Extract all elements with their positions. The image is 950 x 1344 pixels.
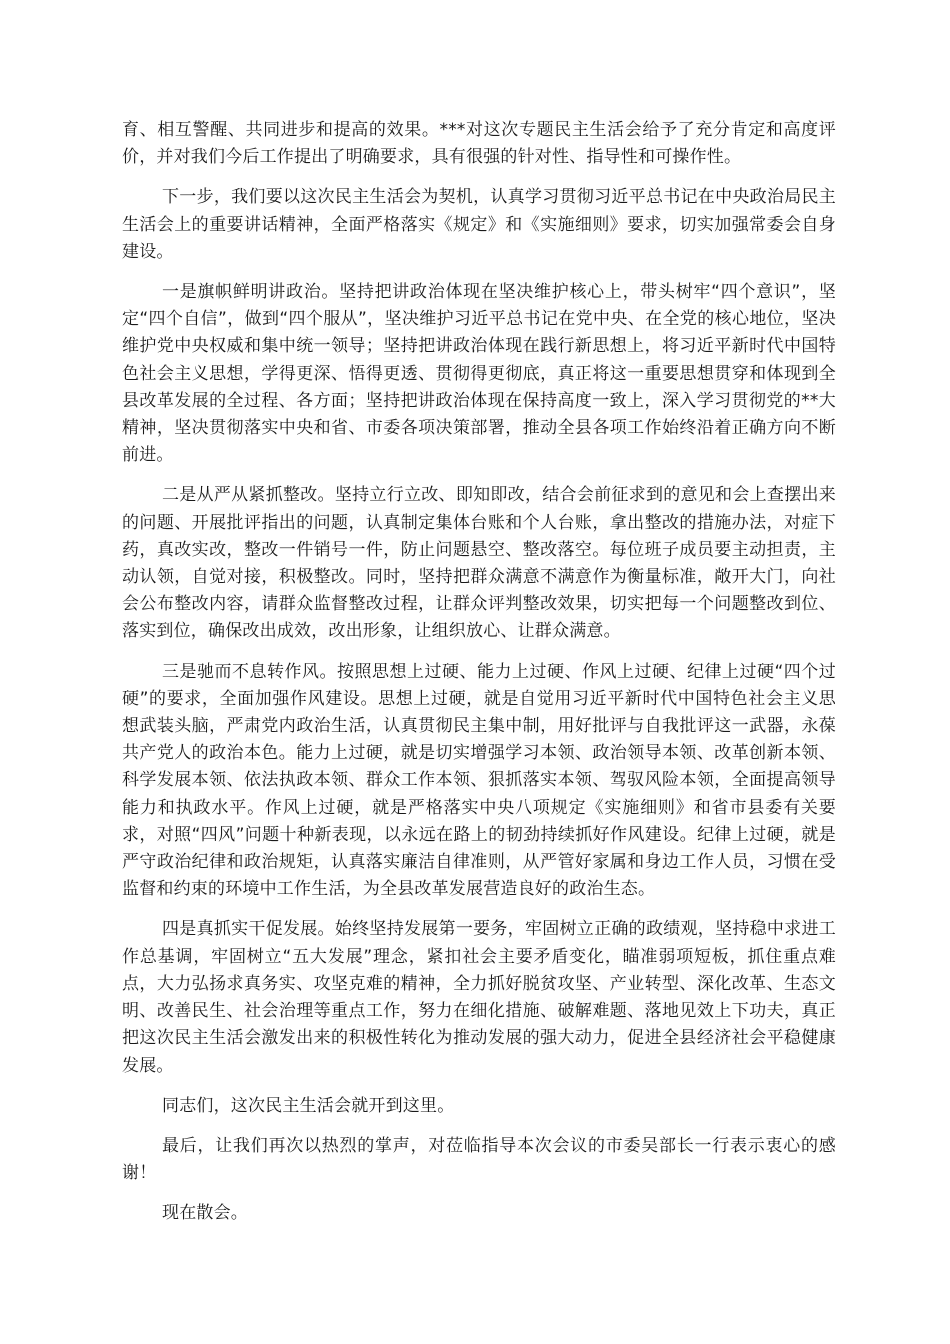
paragraph-closing-remark: 同志们，这次民主生活会就开到这里。 bbox=[162, 1095, 455, 1116]
paragraph-development: 四是真抓实干促发展。始终坚持发展第一要务，牢固树立正确的政绩观，坚持稳中求进工作总基调，牢固树立“五大发展”理念，紧扣社会主要矛盾变化，瞄准弱项短板，抓住重点难点，大力弘扬求真务实、攻坚克难的精神，全力抓好脱贫攻坚、产业转型、深化改革、生态文明、改善民生、社会治理等重点工作，努力在细化措施、破解难题、落地见效上下功夫，真正把这次民主生活会激发出来的积极性转化为推动发展的强大动力，促进全县经济社会平稳健康发展。 bbox=[122, 919, 836, 1076]
document-body bbox=[122, 117, 836, 1241]
paragraph-politics: 一是旗帜鲜明讲政治。坚持把讲政治体现在坚决维护核心上，带头树牢“四个意识”，坚定“四个自信”，做到“四个服从”，坚决维护习近平总书记在党中央、在全党的核心地位，坚决维护党中央权威和集中统一领导；坚持把讲政治体现在践行新思想上，将习近平新时代中国特色社会主义思想，学得更深、悟得更透、贯彻得更彻底，真正将这一重要思想贯穿和体现到全县改革发展的全过程、各方面；坚持把讲政治体现在保持高度一致上，深入学习贯彻党的**大精神，坚决贯彻落实中央和省、市委各项决策部署，推动全县各项工作始终沿着正确方向不断前进。 bbox=[122, 282, 836, 466]
paragraph-rectification: 二是从严从紧抓整改。坚持立行立改、即知即改，结合会前征求到的意见和会上查摆出来的问题、开展批评指出的问题，认真制定集体台账和个人台账，拿出整改的措施办法，对症下药，真改实改，整改一件销号一件，防止问题悬空、整改落空。每位班子成员要主动担责，主动认领，自觉对接，积极整改。同时，坚持把群众满意不满意作为衡量标准，敞开大门，向社会公布整改内容，请群众监督整改过程，让群众评判整改效果，切实把每一个问题整改到位、落实到位，确保改出成效，改出形象，让组织放心、让群众满意。 bbox=[122, 485, 836, 642]
paragraph-next-steps: 下一步，我们要以这次民主生活会为契机，认真学习贯彻习近平总书记在中央政治局民主生活会上的重要讲话精神，全面严格落实《规定》和《实施细则》要求，切实加强常委会自身建设。 bbox=[122, 187, 836, 262]
paragraph-work-style: 三是驰而不息转作风。按照思想上过硬、能力上过硬、作风上过硬、纪律上过硬“四个过硬”的要求，全面加强作风建设。思想上过硬，就是自觉用习近平新时代中国特色社会主义思想武装头脑，严肃党内政治生活，认真贯彻民主集中制，用好批评与自我批评这一武器，永葆共产党人的政治本色。能力上过硬，就是切实增强学习本领、政治领导本领、改革创新本领、科学发展本领、依法执政本领、群众工作本领、狠抓落实本领、驾驭风险本领，全面提高领导能力和执政水平。作风上过硬，就是严格落实中央八项规定《实施细则》和省市县委有关要求，对照“四风”问题十种新表现，以永远在路上的韧劲持续抓好作风建设。纪律上过硬，就是严守政治纪律和政治规矩，认真落实廉洁自律准则，从严管好家属和身边工作人员，习惯在受监督和约束的环境中工作生活，为全县改革发展营造良好的政治生态。 bbox=[122, 661, 836, 900]
paragraph-continuation: 育、相互警醒、共同进步和提高的效果。***对这次专题民主生活会给予了充分肯定和高度评价，并对我们今后工作提出了明确要求，具有很强的针对性、指导性和可操作性。 bbox=[122, 120, 836, 168]
paragraph-adjourn: 现在散会。 bbox=[162, 1203, 248, 1224]
paragraph-thanks: 最后，让我们再次以热烈的掌声，对莅临指导本次会议的市委吴部长一行表示衷心的感谢！ bbox=[122, 1135, 836, 1184]
